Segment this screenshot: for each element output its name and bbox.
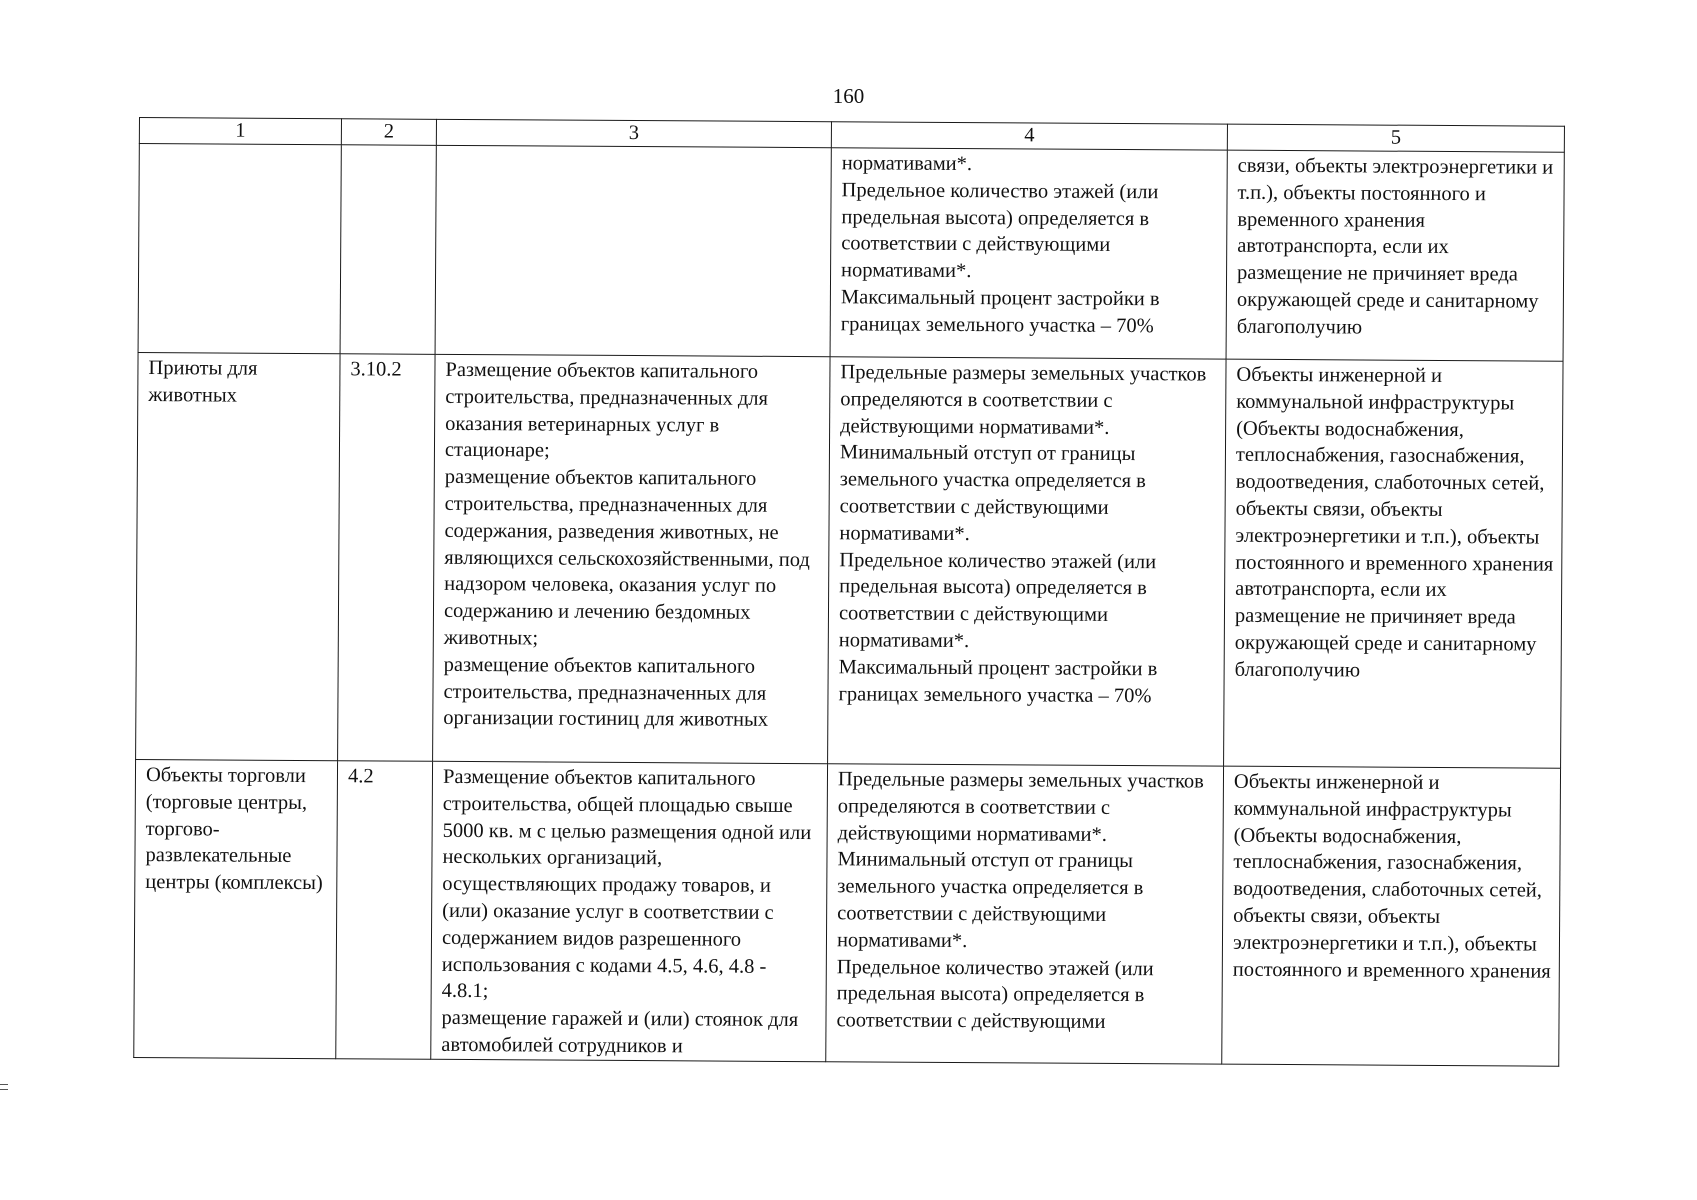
use-name-cell <box>134 759 338 1058</box>
use-description-cell <box>433 354 830 763</box>
use-description <box>447 148 823 150</box>
use-description-cell <box>435 145 831 356</box>
parameters-cell <box>826 764 1224 1064</box>
use-name <box>150 146 333 147</box>
table-row <box>134 759 1561 1065</box>
use-name-cell <box>136 352 340 760</box>
use-code-cell <box>340 145 436 355</box>
auxiliary-uses-cell <box>1224 359 1563 768</box>
use-code: 3.10.2 <box>350 358 402 381</box>
auxiliary-uses-text: Объекты инженерной и коммунальной инфраструктуры (Объекты водоснабжения, теплоснабжения, газоснабжения, водоотведения, слаботочных сетей, объекты связи, объекты электроэнергетики и т.п.), объекты постоянного и временного хранения <box>1232 770 1551 983</box>
use-description: Размещение объектов капитального строительства, общей площадью свыше 5000 кв. м с целью размещения одной или нескольких организаций, осуществляющих продажу товаров, и (или) оказание услуг в соответствии с содержанием видов разрешенного использования с кодами 4.5, 4.6, 4.8 - 4.8.1; размещение гаражей и (или) стоянок для автомобилей сотрудников и <box>441 765 812 1058</box>
column-header-4: 4 <box>831 122 1227 150</box>
auxiliary-uses-text: связи, объекты электроэнергетики и т.п.), объекты постоянного и временного хранения автотранспорта, если их размещение не причиняет вреда окружающей среде и санитарному благополучию <box>1236 154 1554 339</box>
use-name: Объекты торговли (торговые центры, торгово-развлекательные центры (комплексы) <box>145 764 323 895</box>
column-header-3: 3 <box>436 119 831 147</box>
margin-mark <box>0 1084 8 1090</box>
use-code-cell <box>336 761 433 1059</box>
parameters-cell <box>830 148 1227 359</box>
use-code-cell <box>338 354 435 762</box>
auxiliary-uses-cell <box>1222 766 1561 1066</box>
parameters-text: нормативами*. Предельное количество этажей (или предельная высота) определяется в соответствии с действующими нормативами*. Максимальный процент застройки в границах земельного участка – 70% <box>840 152 1160 337</box>
page-number: 160 <box>832 84 865 108</box>
column-header-2: 2 <box>341 119 436 146</box>
parameters-cell <box>828 357 1226 766</box>
use-name: Приюты для животных <box>148 357 258 407</box>
use-code: 4.2 <box>347 765 374 788</box>
table-row <box>136 352 1563 768</box>
auxiliary-uses-text: Объекты инженерной и коммунальной инфраструктуры (Объекты водоснабжения, теплоснабжения, газоснабжения, водоотведения, слаботочных сетей, объекты связи, объекты электроэнергетики и т.п.), объекты постоянного и временного хранения автотранспорта, если их размещение не причиняет вреда окружающей среде и санитарному благополучию <box>1234 363 1554 682</box>
use-description: Размещение объектов капитального строительства, предназначенных для оказания ветеринарных услуг в стационаре; размещение объектов капитального строительства, предназначенных для содержания, разведения животных, не являющихся сельскохозяйственными, под надзором человека, оказания услуг по содержанию и лечению бездомных животных; размещение объектов капитального строительства, предназначенных для организации гостиниц для животных <box>443 358 810 732</box>
column-header-5: 5 <box>1227 124 1564 152</box>
parameters-text: Предельные размеры земельных участков определяются в соответствии с действующими нормативами*. Минимальный отступ от границы земельного участка определяется в соответствии с действующими нормативами*. Предельное количество этажей (или предельная высота) определяется в соответствии с действующими нормативами*. Максимальный процент застройки в границах земельного участка – 70% <box>838 361 1207 707</box>
regulations-table <box>133 117 1565 1066</box>
use-description-cell <box>431 761 828 1061</box>
parameters-text: Предельные размеры земельных участков определяются в соответствии с действующими нормативами*. Минимальный отступ от границы земельного участка определяется в соответствии с действующими нормативами*. Предельное количество этажей (или предельная высота) определяется в соответствии с действующими <box>836 768 1204 1034</box>
column-header-1: 1 <box>139 118 341 145</box>
table-row <box>138 144 1564 362</box>
auxiliary-uses-cell <box>1226 150 1564 361</box>
use-name-cell <box>138 144 341 354</box>
